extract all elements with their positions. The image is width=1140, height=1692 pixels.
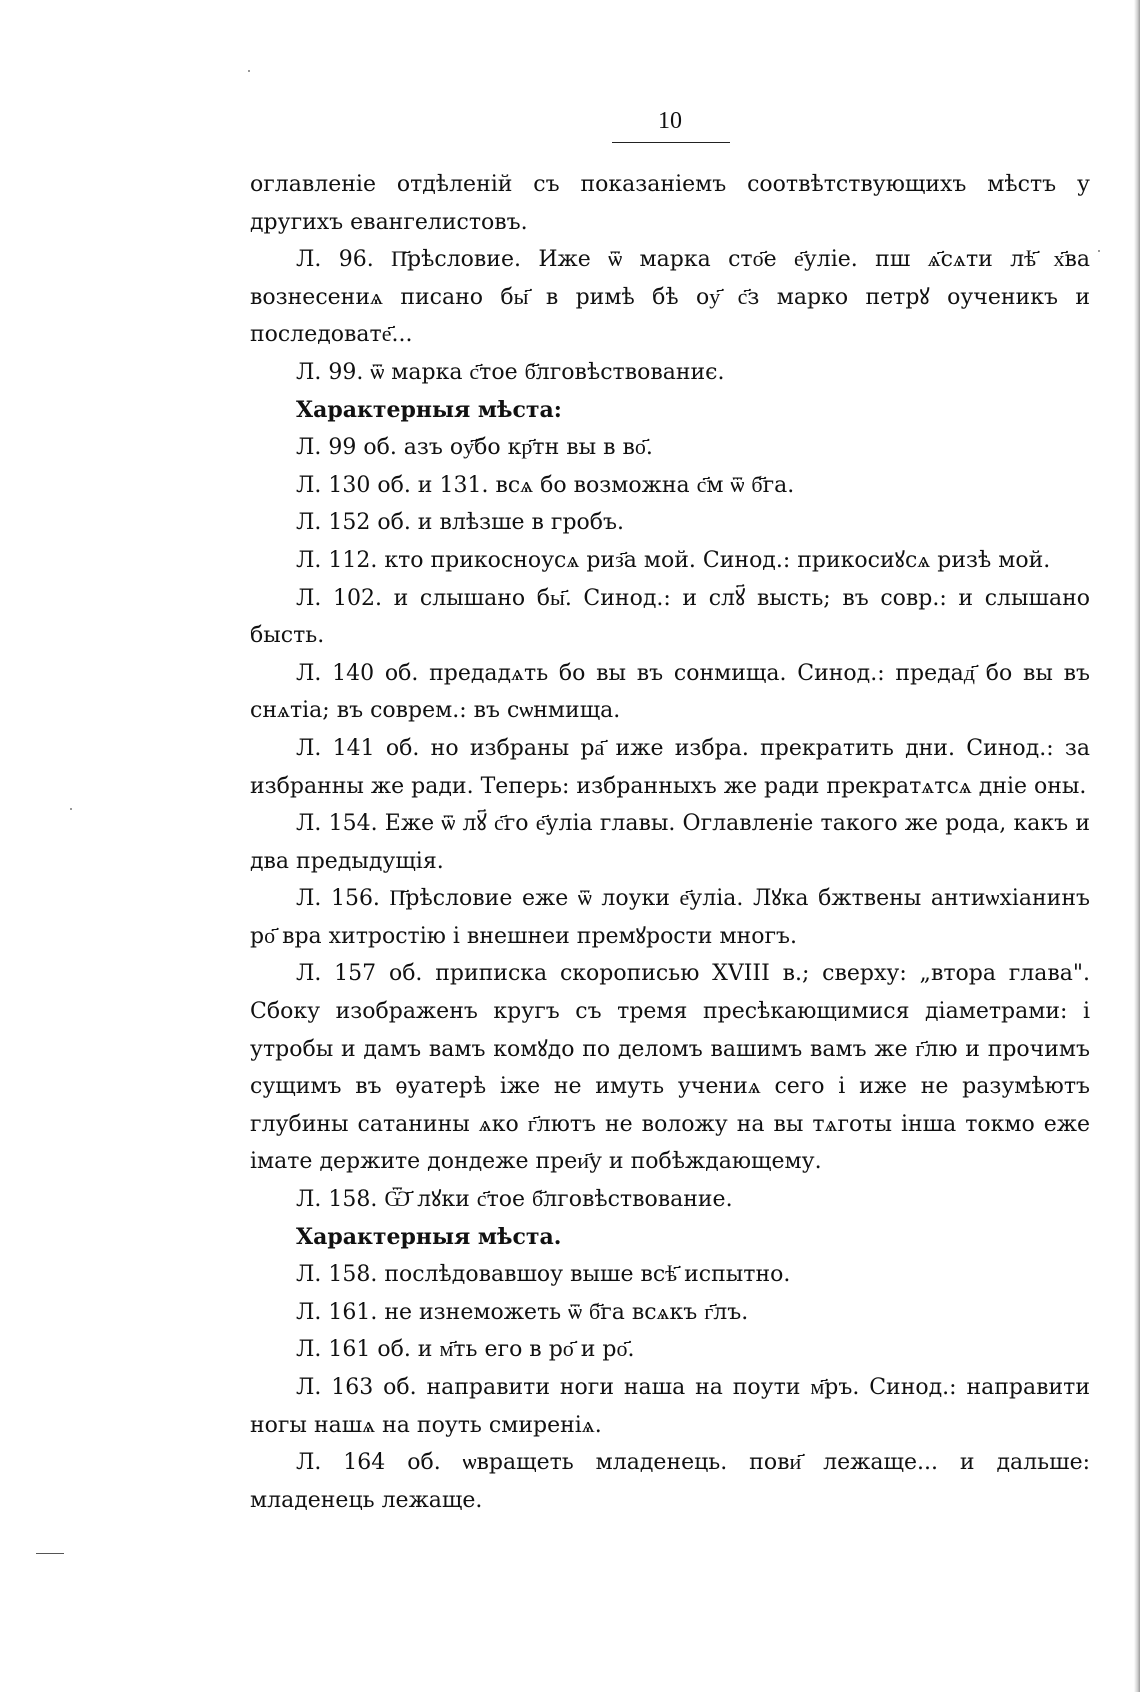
entry-l99: Л. 99. ѿ марка с҃тое б҃лговѣствованиє. [296, 359, 725, 385]
entry-l140: Л. 140 об. предадѧть бо вы въ сонмища. Синод.: предад҃ бо вы въ снѧтіа; въ соврем.: въ сѡнмища. [250, 660, 1090, 724]
print-speck [70, 808, 72, 810]
entry-l163: Л. 163 об. направити ноги наша на поути м҃ръ. Синод.: направити ногы нашѧ на поуть смиреніѧ. [250, 1375, 1090, 1438]
entry-l157: Л. 157 об. приписка скорописью XVIII в.; сверху: „втора глава". Сбоку изображенъ кругъ съ тремя пресѣкающимися діаметрами: і утробы и дамъ вамъ комꙋдо по деломъ вашимъ вамъ же г҃лю и прочимъ сущимъ въ ѳуатерѣ іже не имуть учениѧ сего і иже не разумѣютъ глубины сатанины ѧко г҃лютъ не воложу на вы тѧготы інша токмо еже імате держите дондеже преи҃у и побѣждающему. [250, 961, 1090, 1175]
page-number-rule [612, 142, 730, 143]
entry-l152: Л. 152 об. и влѣзше в гробъ. [296, 510, 625, 536]
heading-characteristic-places-2: Характерныя мѣста. [296, 1223, 562, 1250]
entry-l158-b: Л. 158. послѣдовавшоу выше всѣ҃ испытно. [296, 1262, 791, 1288]
body-text [250, 166, 1090, 1519]
entry-l112: Л. 112. кто прикосноусѧ риз҃а мой. Синод.: прикосиꙋсѧ ризѣ мой. [296, 547, 1051, 573]
entry-l161: Л. 161. не изнеможеть ѿ б҃га всѧкъ г҃лъ. [296, 1299, 749, 1325]
entry-l130: Л. 130 об. и 131. всѧ бо возможна с҃м ѿ б҃га. [296, 472, 795, 498]
entry-l96: Л. 96. П҃рѣсловие. Иже ѿ марка сто҃е е҃уліе. пш ѧ҃сѧти лѣ҃ х҃ва вознесениѧ писано бы҃ в римѣ бѣ оу҃ с҃з марко петрꙋ оученикъ и последовате҃... [250, 247, 1090, 348]
heading-characteristic-places-1: Характерныя мѣста: [296, 396, 562, 423]
entry-l99-ob: Л. 99 об. азъ оу҃бо кр҃тн вы в во҃. [296, 435, 653, 461]
page-edge-shadow [1134, 0, 1140, 1692]
paragraph-intro: оглавленіе отдѣленій съ показаніемъ соотвѣтствующихъ мѣстъ у другихъ евангелистовъ. [250, 172, 1090, 235]
entry-l156: Л. 156. П҃рѣсловие еже ѿ лоуки е҃уліа. Лꙋка бжтвены антиѡхіанинъ ро҃ вра хитростію і внешнеи премꙋрости многъ. [250, 886, 1090, 949]
entry-l164: Л. 164 об. ѡвращеть младенець. пови҃ лежаще... и дальше: младенець лежаще. [250, 1450, 1090, 1513]
entry-l102: Л. 102. и слышано бы҃. Синод.: и слꙋ҃ высть; въ совр.: и слышано бысть. [250, 585, 1090, 649]
page-number: 10 [658, 108, 682, 134]
entry-l158: Л. 158. Ѿ҃ лꙋки с҃тое б҃лговѣствование. [296, 1187, 733, 1213]
entry-l141: Л. 141 об. но избраны ра҃ иже избра. прекратить дни. Синод.: за избранны же ради. Теперь: избранныхъ же ради прекратѧтсѧ дніе оны. [250, 735, 1090, 799]
margin-mark [36, 1553, 64, 1554]
print-speck [248, 70, 250, 72]
entry-l161-ob: Л. 161 об. и м҃ть его в ро҃ и ро҃. [296, 1337, 635, 1363]
entry-l154: Л. 154. Еже ѿ лꙋ҃ с҃го е҃уліа главы. Оглавленіе такого же рода, какъ и два предыдущія. [250, 811, 1090, 874]
print-speck [1098, 250, 1100, 252]
